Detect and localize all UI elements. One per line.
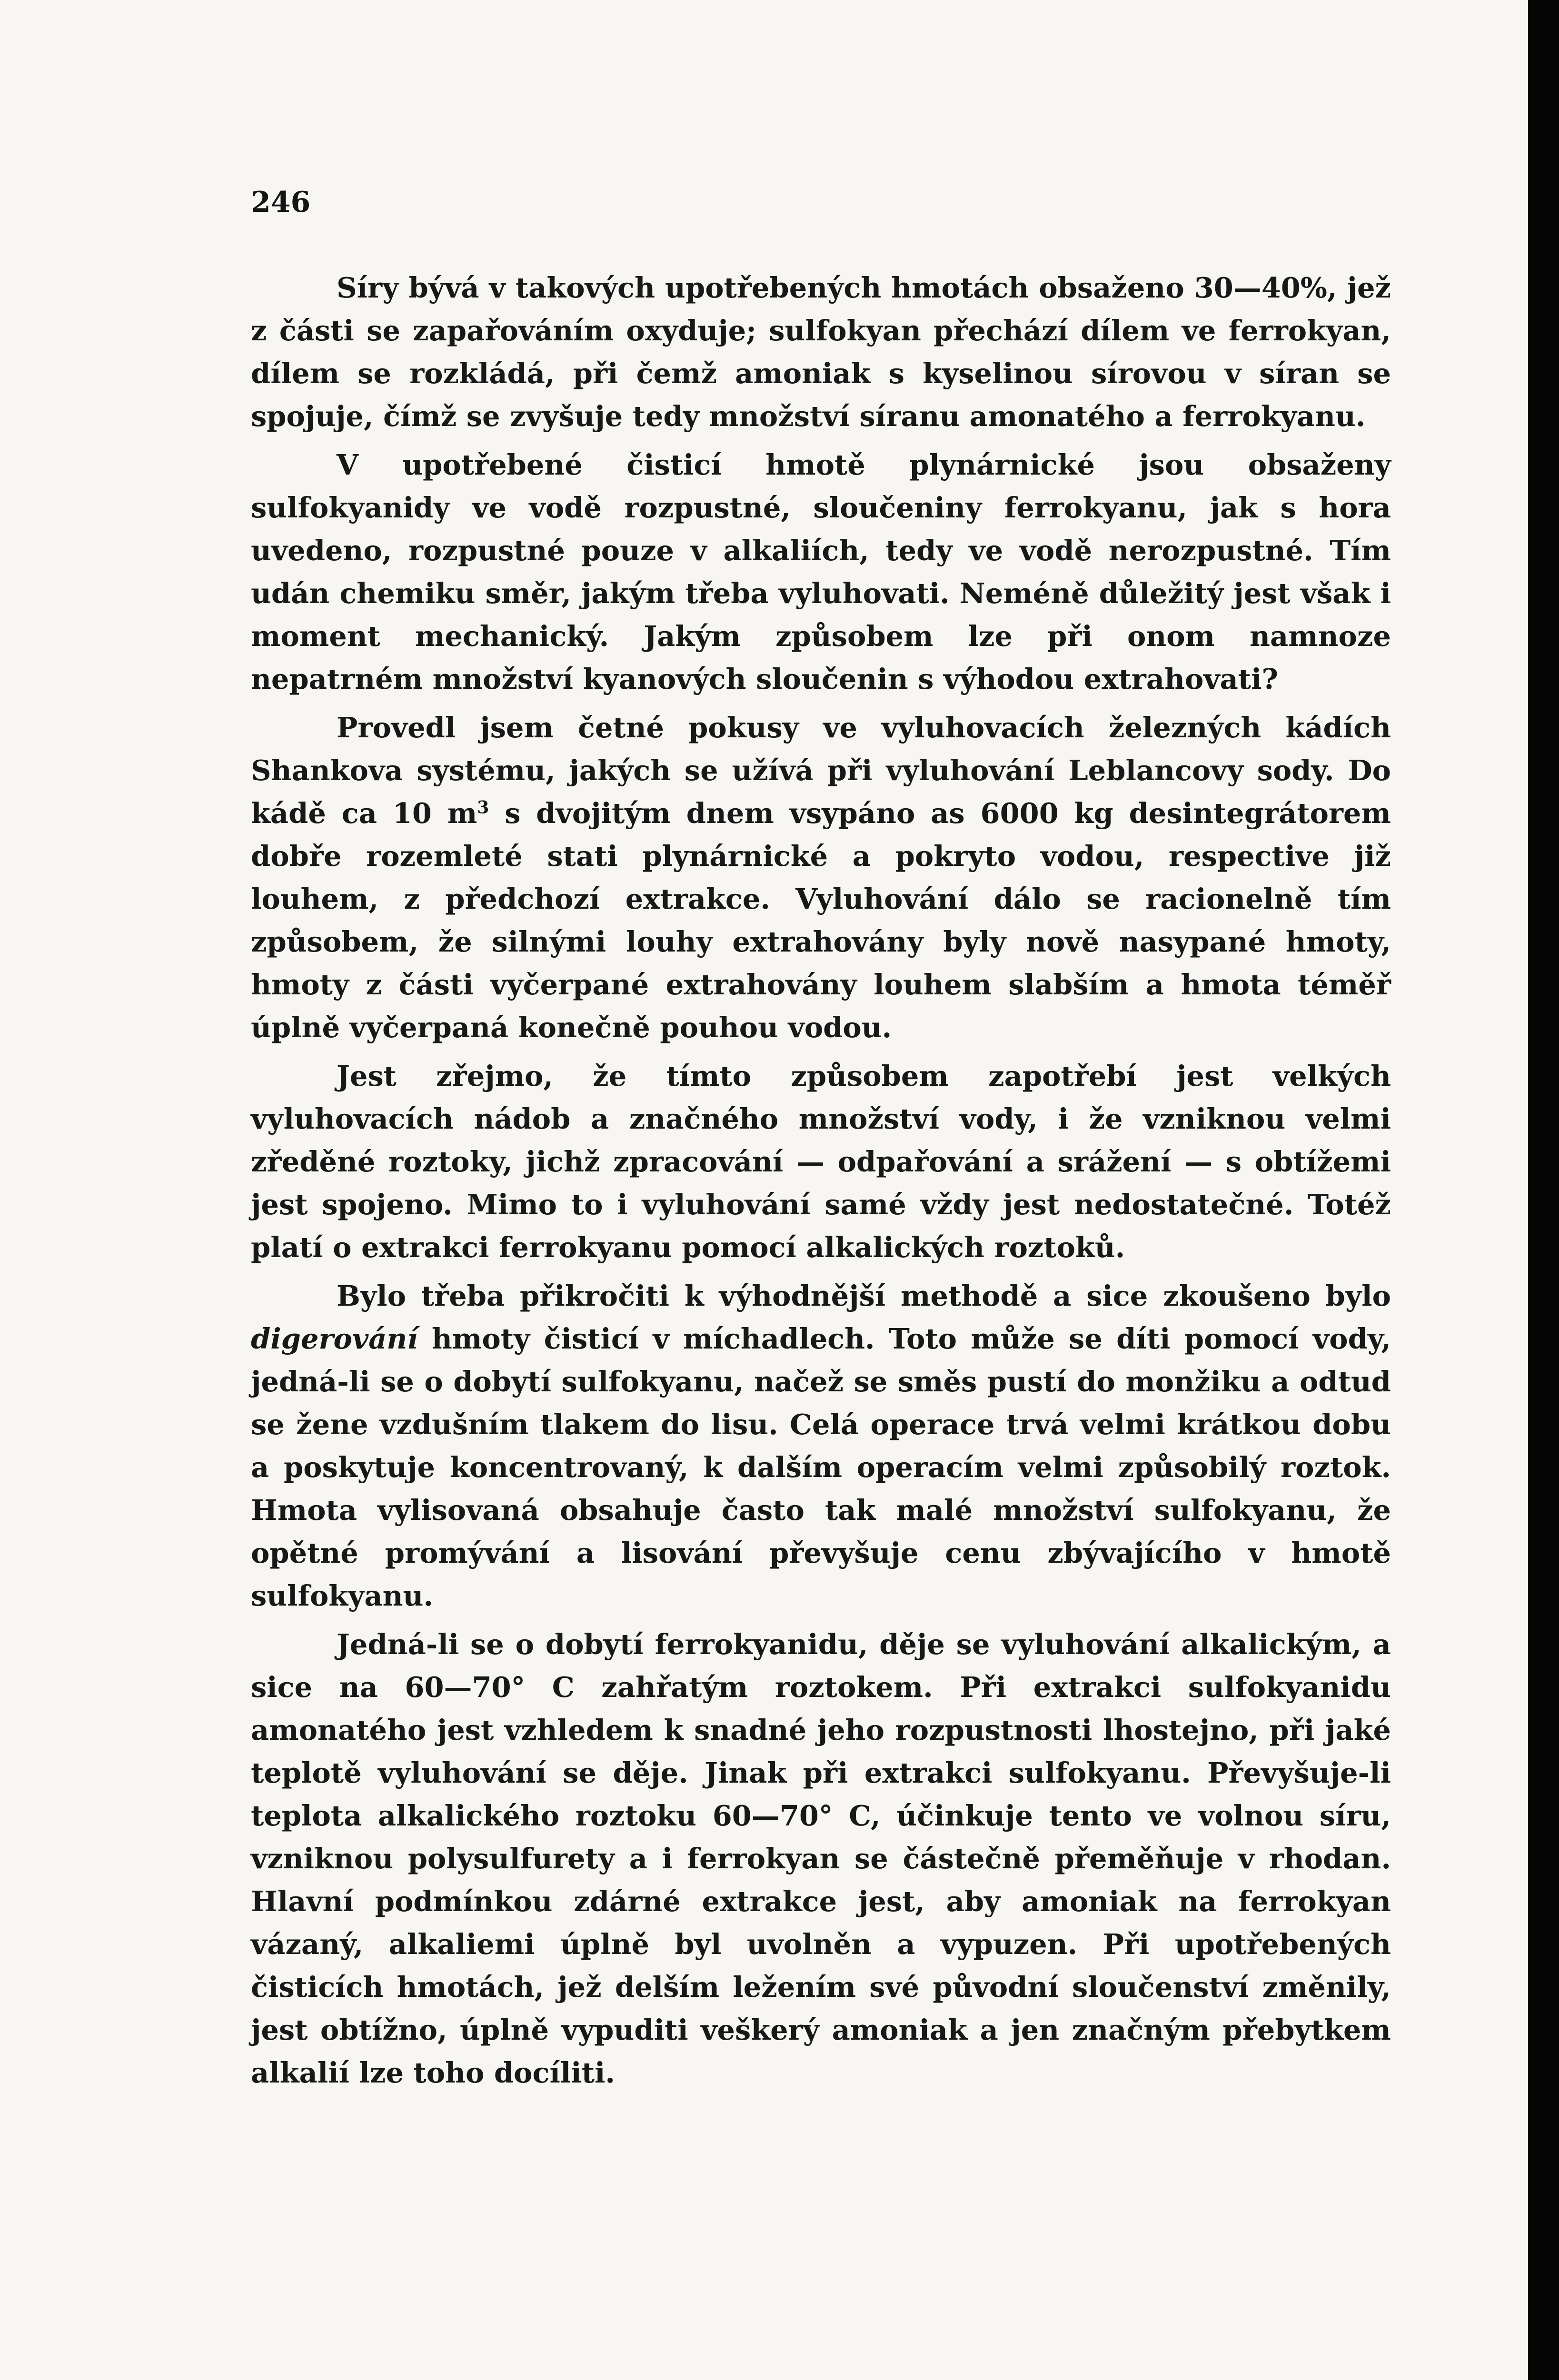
paragraph-5 [251, 1275, 1391, 1617]
paragraph-3 [251, 706, 1391, 1049]
paragraph-2-text: V upotřebené čisticí hmotě plynárnické jsou obsaženy sulfokyanidy ve vodě rozpustné, sloučeniny ferrokyanu, jak s hora uvedeno, rozpustné pouze v alkaliích, tedy ve vodě nerozpustné. Tím udán chemiku směr, jakým třeba vyluhovati. Neméně důležitý jest však i moment mechanický. Jakým způsobem lze při onom namnoze nepatrném množství kyanových sloučenin s výhodou extrahovati? [251, 448, 1391, 695]
italic-term: digerování [251, 1322, 418, 1355]
paragraph-4 [251, 1055, 1391, 1269]
paragraph-1 [251, 267, 1391, 438]
paragraph-6-text: Jedná-li se o dobytí ferrokyanidu, děje se vyluhování alkalickým, a sice na 60—70° C zahřatým roztokem. Při extrakci sulfokyanidu amonatého jest vzhledem k snadné jeho rozpustnosti lhostejno, při jaké teplotě vyluhování se děje. Jinak při extrakci sulfokyanu. Převyšuje-li teplota alkalického roztoku 60—70° C, účinkuje tento ve volnou síru, vzniknou polysulfurety a i ferrokyan se částečně přeměňuje v rhodan. Hlavní podmínkou zdárné extrakce jest, aby amoniak na ferrokyan vázaný, alkaliemi úplně byl uvolněn a vypuzen. Při upotřebených čisticích hmotách, jež delším ležením své původní sloučenství změnily, jest obtížno, úplně vypuditi veškerý amoniak a jen značným přebytkem alkalií lze toho docíliti. [251, 1628, 1391, 2089]
paragraph-2 [251, 444, 1391, 701]
paragraph-4-text: Jest zřejmo, že tímto způsobem zapotřebí jest velkých vyluhovacích nádob a značného množství vody, i že vzniknou velmi zředěné roztoky, jichž zpracování — odpařování a srážení — s obtížemi jest spojeno. Mimo to i vyluhování samé vždy jest nedostatečné. Totéž platí o extrakci ferrokyanu pomocí alkalických roztoků. [251, 1060, 1391, 1264]
paragraph-6 [251, 1623, 1391, 2094]
body-text [251, 267, 1391, 2100]
scan-border [1528, 0, 1559, 2380]
paragraph-3-text-b: s dvojitým dnem vsypáno as 6000 kg desintegrátorem dobře rozemleté stati plynárnické a pokryto vodou, respective již louhem, z předchozí extrakce. Vyluhování dálo se racionelně tím způsobem, že silnými louhy extrahovány byly nově nasypané hmoty, hmoty z části vyčerpané extrahovány louhem slabším a hmota téměř úplně vyčerpaná konečně pouhou vodou. [251, 797, 1391, 1044]
page-number: 246 [251, 186, 311, 219]
superscript-cubed: 3 [477, 797, 489, 818]
paragraph-5-text-a: Bylo třeba přikročiti k výhodnější methodě a sice zkoušeno bylo [337, 1279, 1391, 1312]
paragraph-5-text-b: hmoty čisticí v míchadlech. Toto může se díti pomocí vody, jedná-li se o dobytí sulfokyanu, načež se směs pustí do monžiku a odtud se žene vzdušním tlakem do lisu. Celá operace trvá velmi krátkou dobu a poskytuje koncentrovaný, k dalším operacím velmi způsobilý roztok. Hmota vylisovaná obsahuje často tak malé množství sulfokyanu, že opětné promývání a lisování převyšuje cenu zbývajícího v hmotě sulfokyanu. [251, 1322, 1391, 1612]
paragraph-3-text-a: Provedl jsem četné pokusy ve vyluhovacích železných kádích Shankova systému, jakých se užívá při vyluhování Leblancovy sody. Do kádě ca 10 m [251, 711, 1391, 830]
paragraph-1-text: Síry bývá v takových upotřebených hmotách obsaženo 30—40%, jež z části se zapařováním oxyduje; sulfokyan přechází dílem ve ferrokyan, dílem se rozkládá, při čemž amoniak s kyselinou sírovou v síran se spojuje, čímž se zvyšuje tedy množství síranu amonatého a ferrokyanu. [251, 271, 1391, 433]
